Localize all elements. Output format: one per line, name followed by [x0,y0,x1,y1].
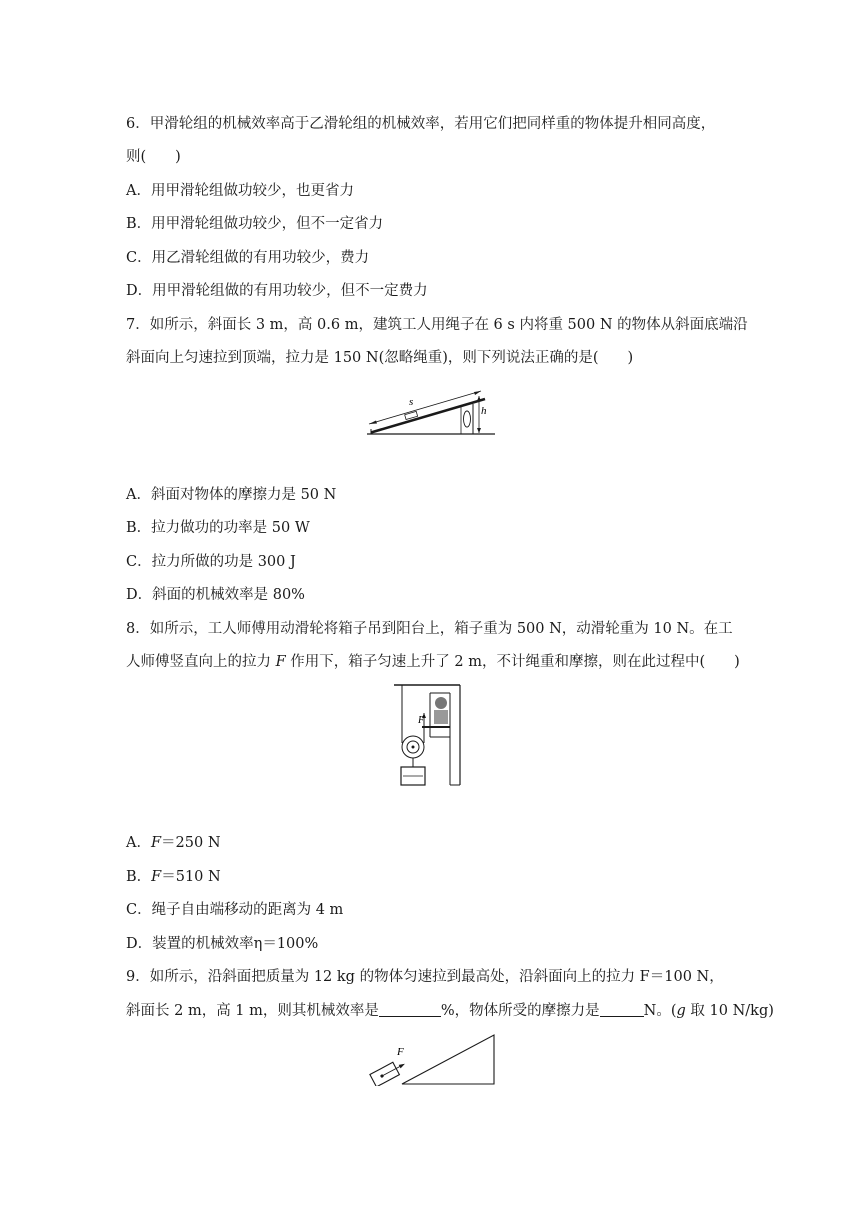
q7-label-s: s [409,396,414,408]
q7-stem-line2: 斜面向上匀速拉到顶端，拉力是 150 N(忽略绳重)，则下列说法正确的是( ) [126,350,634,366]
q9-stem-line2-part-d: 取 10 N/kg) [685,1003,774,1019]
q8-option-b-prefix: B． [126,869,152,885]
q6-stem-line2: 则( ) [126,149,181,165]
q8-stem-line1: 8．如所示，工人师傅用动滑轮将箱子吊到阳台上，箱子重为 500 N，动滑轮重为 10 N。在工 [126,621,733,637]
q8-option-d [126,934,318,954]
q9-stem-g-symbol: g [676,1003,686,1019]
q9-label-F: F [397,1046,404,1058]
q8-option-c-prefix: C． [126,902,152,918]
q8-option-c [126,900,343,920]
q8-stem-line2-part-a: 人师傅竖直向上的拉力 [126,654,276,670]
q9-friction-blank[interactable] [600,1002,644,1017]
q7-stem-line1: 7．如所示，斜面长 3 m，高 0.6 m，建筑工人用绳子在 6 s 内将重 500 N 的物体从斜面底端沿 [126,317,748,333]
q8-option-d-prefix: D． [126,936,153,952]
q9-stem-line2-part-b: %，物体所受的摩擦力是 [440,1003,600,1019]
q7-option-d: D．斜面的机械效率是 80% [126,587,305,603]
q6-option-a: A．用甲滑轮组做功较少，也更省力 [126,183,354,199]
q7-incline-figure [365,382,497,436]
q8-option-a-text: ＝250 N [161,835,221,851]
q8-pulley-figure [394,683,464,787]
q7-label-h: h [481,405,487,417]
q8-label-F: F [418,715,425,726]
q8-option-b-text: ＝510 N [161,869,221,885]
q8-option-a-prefix: A． [126,835,151,851]
q8-option-b-var: F [151,869,162,885]
q8-stem-line2 [126,652,740,672]
q8-option-a [126,833,221,853]
q8-stem-line2-part-b: 作用下，箱子匀速上升了 2 m，不计绳重和摩擦，则在此过程中( ) [285,654,740,670]
q6-stem-line1: 6．甲滑轮组的机械效率高于乙滑轮组的机械效率，若用它们把同样重的物体提升相同高度， [126,116,716,132]
q9-stem-line2-part-a: 斜面长 2 m，高 1 m，则其机械效率是 [126,1003,379,1019]
q9-stem-line2 [126,1001,774,1021]
q6-option-b: B．用甲滑轮组做功较少，但不一定省力 [126,216,384,232]
q6-option-d: D．用甲滑轮组做的有用功较少，但不一定费力 [126,283,428,299]
q7-option-c: C．拉力所做的功是 300 J [126,554,296,570]
q6-option-c: C．用乙滑轮组做的有用功较少，费力 [126,250,370,266]
q7-option-a: A．斜面对物体的摩擦力是 50 N [126,487,337,503]
q9-stem-line1: 9．如所示，沿斜面把质量为 12 kg 的物体匀速拉到最高处，沿斜面向上的拉力 F＝100 N， [126,969,724,985]
q9-incline-figure [366,1032,498,1086]
q8-option-a-var: F [150,835,162,851]
q7-option-b: B．拉力做功的功率是 50 W [126,520,310,536]
q8-stem-force-symbol: F [275,654,286,670]
q8-option-b [126,867,221,887]
q8-option-d-text: 装置的机械效率η＝100% [152,936,319,952]
q9-efficiency-blank[interactable] [379,1002,441,1017]
q9-stem-line2-part-c: N。( [643,1003,677,1019]
q8-option-c-text: 绳子自由端移动的距离为 4 m [151,902,344,918]
